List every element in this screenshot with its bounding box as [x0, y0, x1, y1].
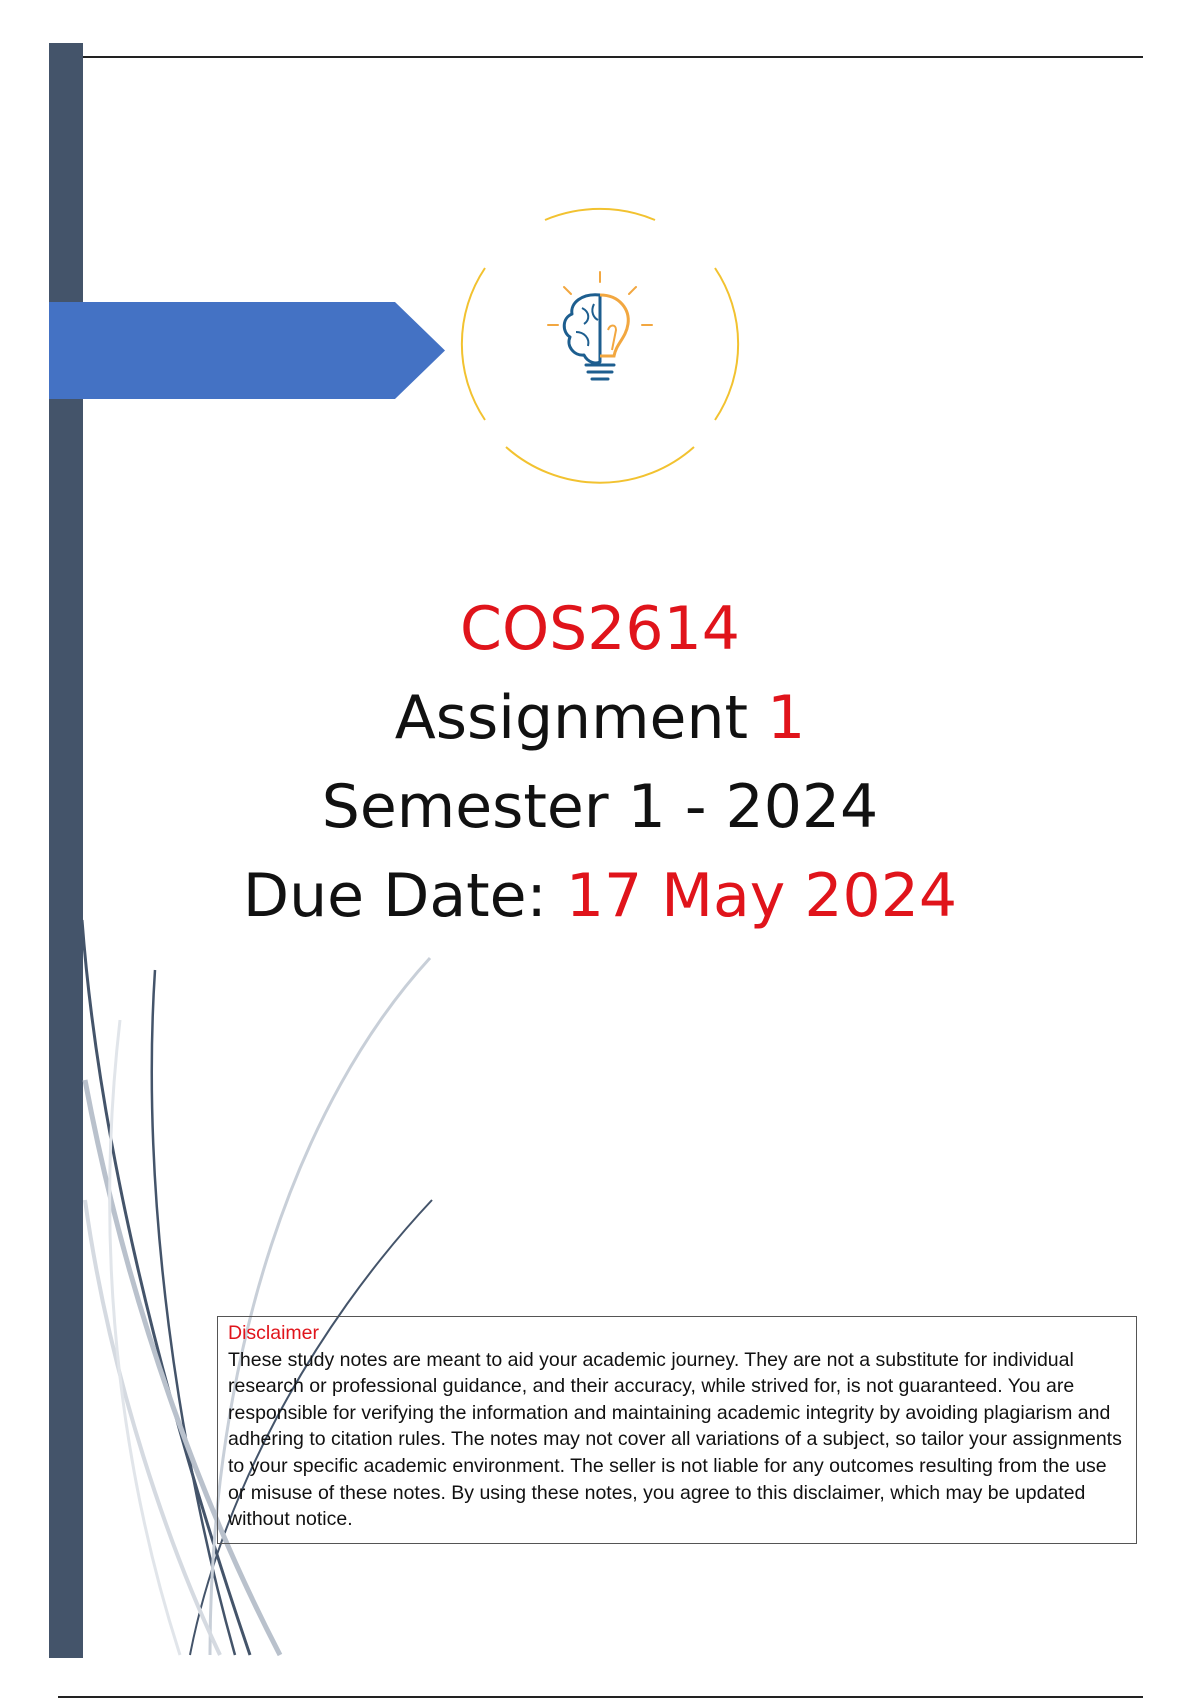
top-rule	[83, 56, 1143, 58]
disclaimer-body: These study notes are meant to aid your academic journey. They are not a substitute for individual research or professional guidance, and their accuracy, while strived for, is not guaranteed. You are responsible for verifying the information and maintaining academic integrity by avoiding plagiarism and adhering to citation rules. The notes may not cover all variations of a subject, so tailor your assignments to your specific academic environment. The seller is not liable for any outcomes resulting from the use or misuse of these notes. By using these notes, you agree to this disclaimer, which may be updated without notice.	[228, 1348, 1122, 1531]
disclaimer-heading: Disclaimer	[228, 1322, 320, 1344]
title-block	[100, 585, 1100, 941]
due-label: Due Date:	[242, 861, 547, 931]
disclaimer-box	[217, 1316, 1137, 1544]
brain-lightbulb-icon	[450, 200, 750, 490]
decorative-swirl	[60, 900, 480, 1660]
assignment-label: Assignment	[394, 683, 748, 753]
bottom-rule	[58, 1696, 1143, 1698]
course-code: COS2614	[460, 594, 740, 664]
assignment-line	[100, 674, 1100, 763]
assignment-number: 1	[767, 683, 806, 753]
due-date: 17 May 2024	[565, 861, 958, 931]
semester-line: Semester 1 - 2024	[321, 772, 879, 842]
due-date-line	[100, 852, 1100, 941]
blue-arrow-banner	[49, 302, 445, 399]
